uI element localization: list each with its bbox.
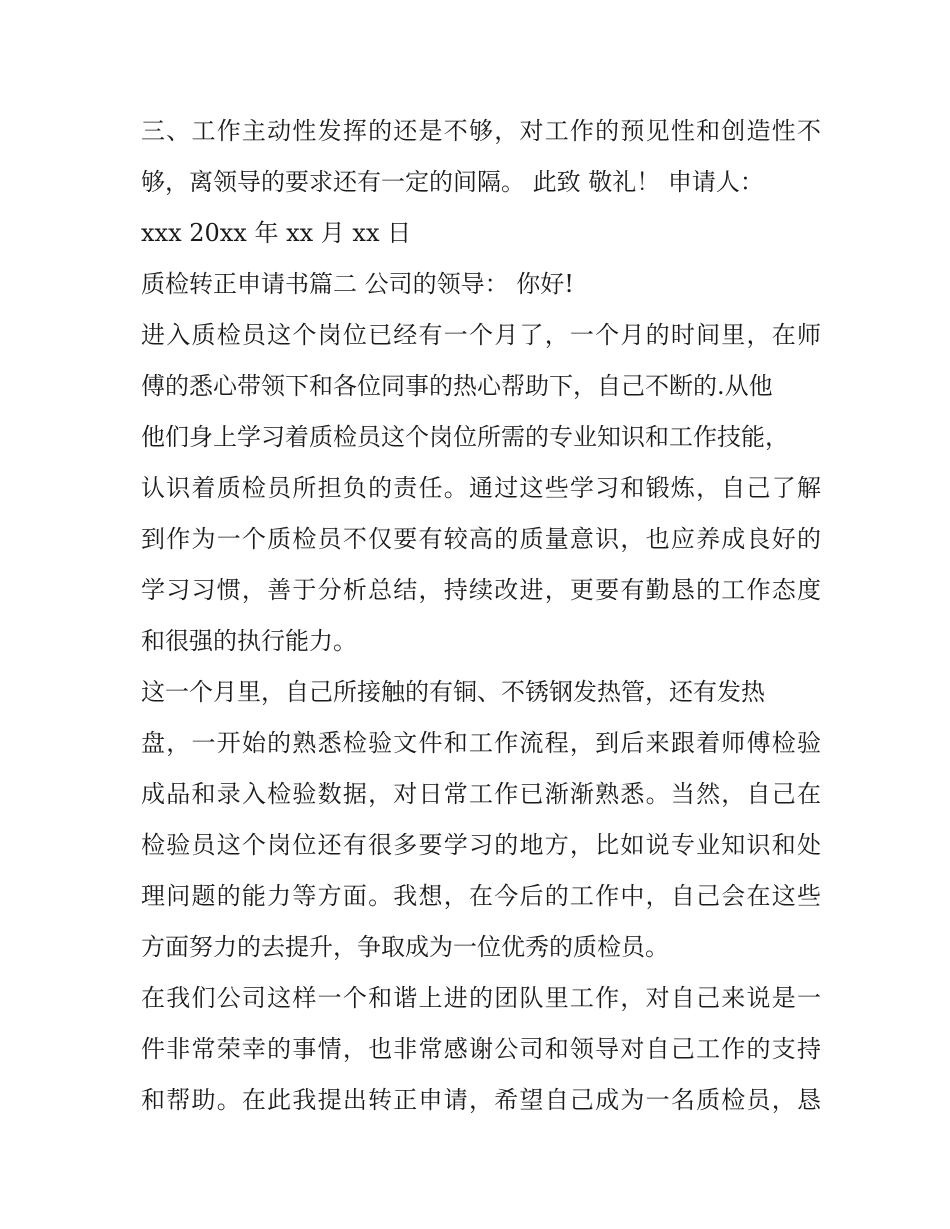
text-line: 三、工作主动性发挥的还是不够，对工作的预见性和创造性不 xyxy=(141,117,821,145)
text-line: 检验员这个岗位还有很多要学习的地方，比如说专业知识和处 xyxy=(141,831,821,859)
text-line: 认识着质检员所担负的责任。通过这些学习和锻炼，自己了解 xyxy=(141,474,821,502)
text-line: 盘，一开始的熟悉检验文件和工作流程，到后来跟着师傅检验 xyxy=(141,729,821,757)
text-line: 方面努力的去提升，争取成为一位优秀的质检员。 xyxy=(141,933,669,961)
document-body xyxy=(141,106,821,1126)
text-line: 够，离领导的要求还有一定的间隔。 此致 敬礼！ 申请人： xyxy=(141,168,764,196)
text-line: 到作为一个质检员不仅要有较高的质量意识，也应养成良好的 xyxy=(141,525,821,553)
text-line: 和很强的执行能力。 xyxy=(141,627,357,655)
text-line: 和帮助。在此我提出转正申请，希望自己成为一名质检员，恳 xyxy=(141,1086,821,1114)
text-line: 成品和录入检验数据，对日常工作已渐渐熟悉。当然，自己在 xyxy=(141,780,821,808)
text-line: 质检转正申请书篇二 公司的领导： 你好! xyxy=(141,270,574,298)
text-line: 学习习惯，善于分析总结，持续改进，更要有勤恳的工作态度 xyxy=(141,576,821,604)
text-line: 傅的悉心带领下和各位同事的热心帮助下，自己不断的.从他 xyxy=(141,372,773,400)
text-line: 进入质检员这个岗位已经有一个月了，一个月的时间里，在师 xyxy=(141,321,821,349)
text-line: 件非常荣幸的事情，也非常感谢公司和领导对自己工作的支持 xyxy=(141,1035,821,1063)
text-line: xxx 20xx 年 xx 月 xx 日 xyxy=(141,219,412,247)
text-line: 理问题的能力等方面。我想，在今后的工作中，自己会在这些 xyxy=(141,882,821,910)
text-line: 这一个月里，自己所接触的有铜、不锈钢发热管，还有发热 xyxy=(141,678,765,706)
text-line: 他们身上学习着质检员这个岗位所需的专业知识和工作技能， xyxy=(141,423,789,451)
text-line: 在我们公司这样一个和谐上进的团队里工作，对自己来说是一 xyxy=(141,984,821,1012)
